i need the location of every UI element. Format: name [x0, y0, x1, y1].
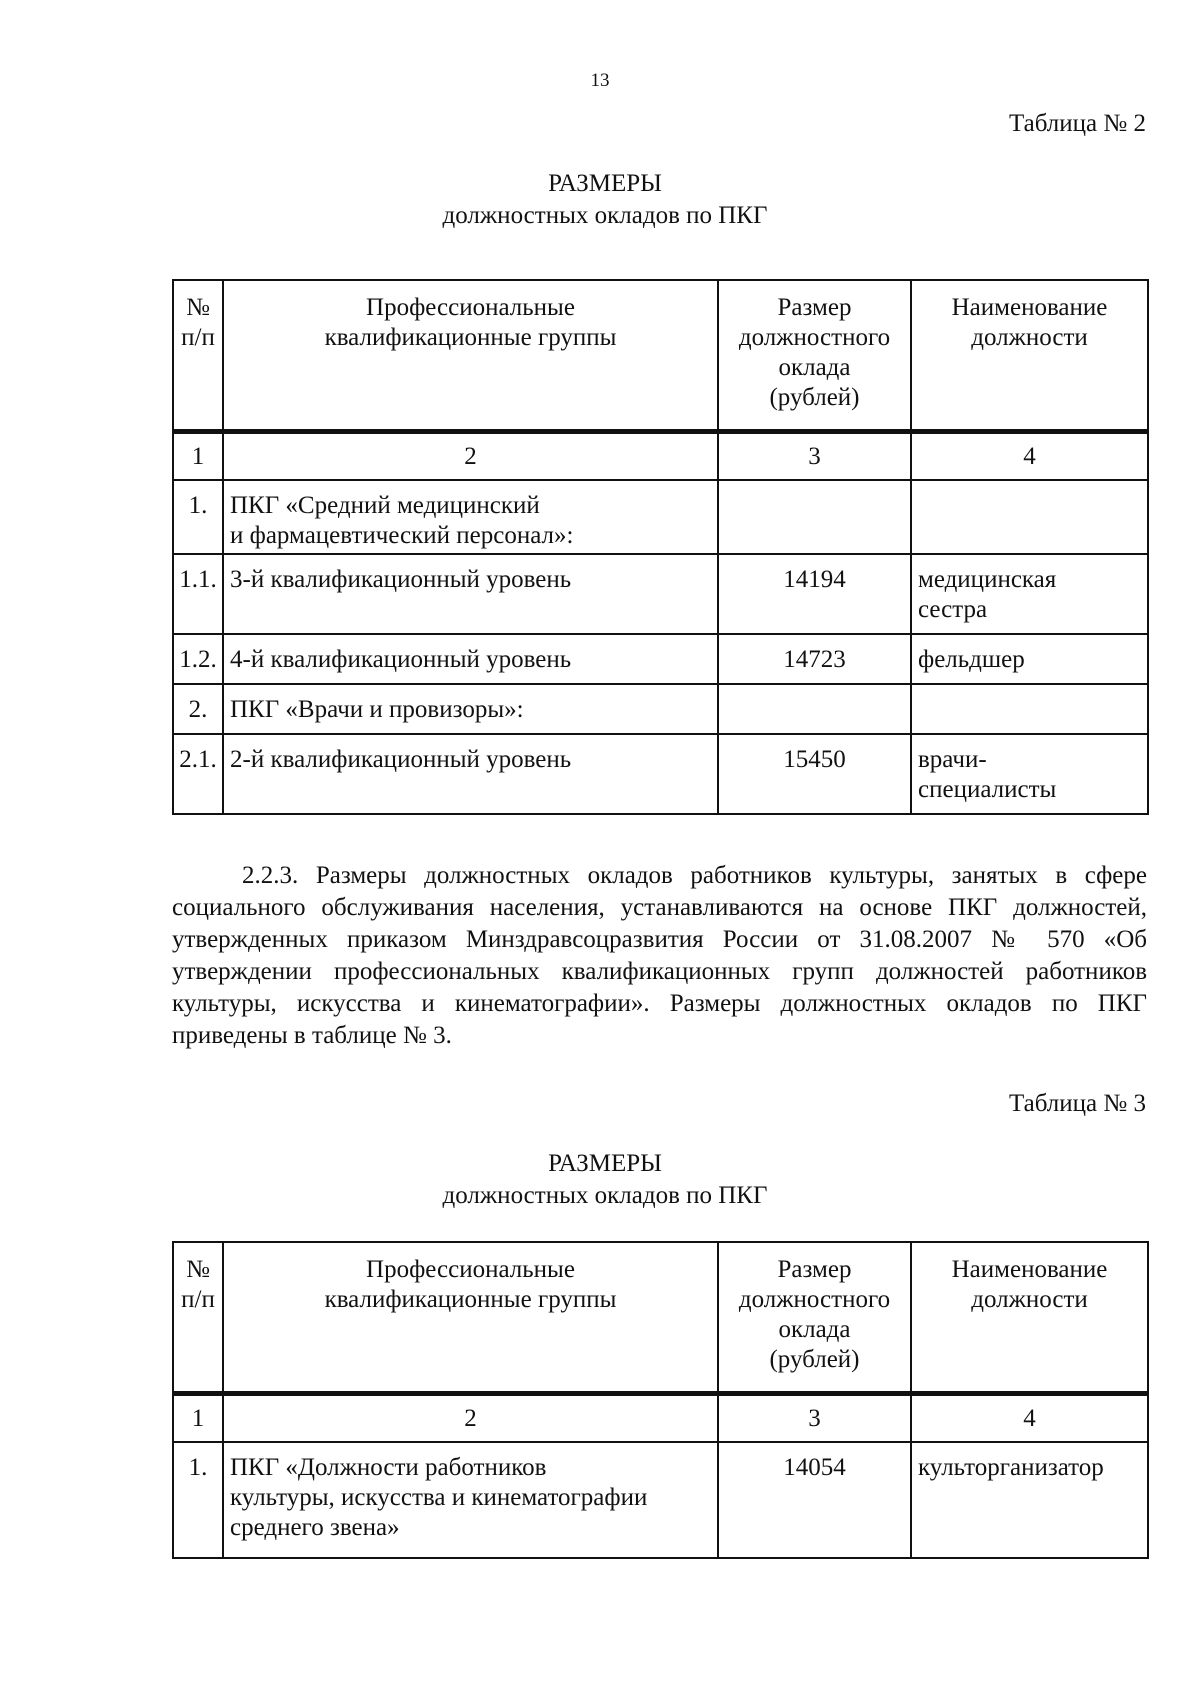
row-position: врачи- специалисты — [911, 734, 1148, 814]
table-row — [173, 480, 1148, 554]
row-salary: 15450 — [718, 734, 911, 814]
table-row — [173, 734, 1148, 814]
column-number-cell: 4 — [911, 432, 1148, 481]
header-salary: Размер должностного оклада (рублей) — [718, 1242, 911, 1394]
row-position: фельдшер — [911, 634, 1148, 684]
table-3 — [172, 1241, 1149, 1559]
row-number: 1. — [173, 1442, 223, 1558]
column-number-row — [173, 432, 1148, 481]
row-number: 1.1. — [173, 554, 223, 634]
table-row — [173, 684, 1148, 734]
table-2-subtitle: должностных окладов по ПКГ — [442, 202, 768, 229]
table-2-label: Таблица № 2 — [1008, 110, 1146, 137]
table-3-label: Таблица № 3 — [1008, 1090, 1146, 1117]
row-group: ПКГ «Должности работников культуры, искусства и кинематографии среднего звена» — [223, 1442, 718, 1558]
row-salary: 14054 — [718, 1442, 911, 1558]
column-number-row — [173, 1394, 1148, 1443]
column-number-cell: 4 — [911, 1394, 1148, 1443]
row-position: медицинская сестра — [911, 554, 1148, 634]
table-3-heading — [0, 1148, 1200, 1212]
header-number: № п/п — [173, 280, 223, 432]
header-salary: Размер должностного оклада (рублей) — [718, 280, 911, 432]
column-number-cell: 2 — [223, 432, 718, 481]
table-2 — [172, 279, 1149, 815]
table-header-row — [173, 280, 1148, 432]
column-number-cell: 1 — [173, 1394, 223, 1443]
header-groups: Профессиональные квалификационные группы — [223, 1242, 718, 1394]
column-number-cell: 2 — [223, 1394, 718, 1443]
row-group: 2-й квалификационный уровень — [223, 734, 718, 814]
row-position — [911, 480, 1148, 554]
table-header-row — [173, 1242, 1148, 1394]
paragraph-text: 2.2.3. Размеры должностных окладов работников культуры, занятых в сфере социального обслуживания населения, устанавливаются на основе ПКГ должностей, утвержденных приказом Минздравсоцразвития России от 31.08.2007 № 570 «Об утверждении профессиональных квалификационных групп должностей работников культуры, искусства и кинематографии». Размеры должностных окладов по ПКГ приведены в таблице № 3. — [172, 862, 1147, 1049]
table-3-subtitle: должностных окладов по ПКГ — [442, 1182, 768, 1209]
header-position: Наименование должности — [911, 280, 1148, 432]
column-number-cell: 1 — [173, 432, 223, 481]
column-number-cell: 3 — [718, 432, 911, 481]
row-salary — [718, 684, 911, 734]
table-row — [173, 634, 1148, 684]
row-group: 3-й квалификационный уровень — [223, 554, 718, 634]
row-number: 2.1. — [173, 734, 223, 814]
row-group: ПКГ «Врачи и провизоры»: — [223, 684, 718, 734]
body-paragraph — [172, 860, 1147, 1052]
table-row — [173, 554, 1148, 634]
table-3-title: РАЗМЕРЫ — [548, 1150, 662, 1177]
header-position: Наименование должности — [911, 1242, 1148, 1394]
row-number: 2. — [173, 684, 223, 734]
header-groups: Профессиональные квалификационные группы — [223, 280, 718, 432]
row-salary — [718, 480, 911, 554]
table-row — [173, 1442, 1148, 1558]
row-position: культорганизатор — [911, 1442, 1148, 1558]
page-number: 13 — [590, 70, 610, 91]
row-group: 4-й квалификационный уровень — [223, 634, 718, 684]
column-number-cell: 3 — [718, 1394, 911, 1443]
row-number: 1.2. — [173, 634, 223, 684]
table-2-heading — [0, 168, 1200, 232]
table-2-title: РАЗМЕРЫ — [548, 170, 662, 197]
row-position — [911, 684, 1148, 734]
row-number: 1. — [173, 480, 223, 554]
row-salary: 14194 — [718, 554, 911, 634]
row-salary: 14723 — [718, 634, 911, 684]
row-group: ПКГ «Средний медицинский и фармацевтический персонал»: — [223, 480, 718, 554]
header-number: № п/п — [173, 1242, 223, 1394]
